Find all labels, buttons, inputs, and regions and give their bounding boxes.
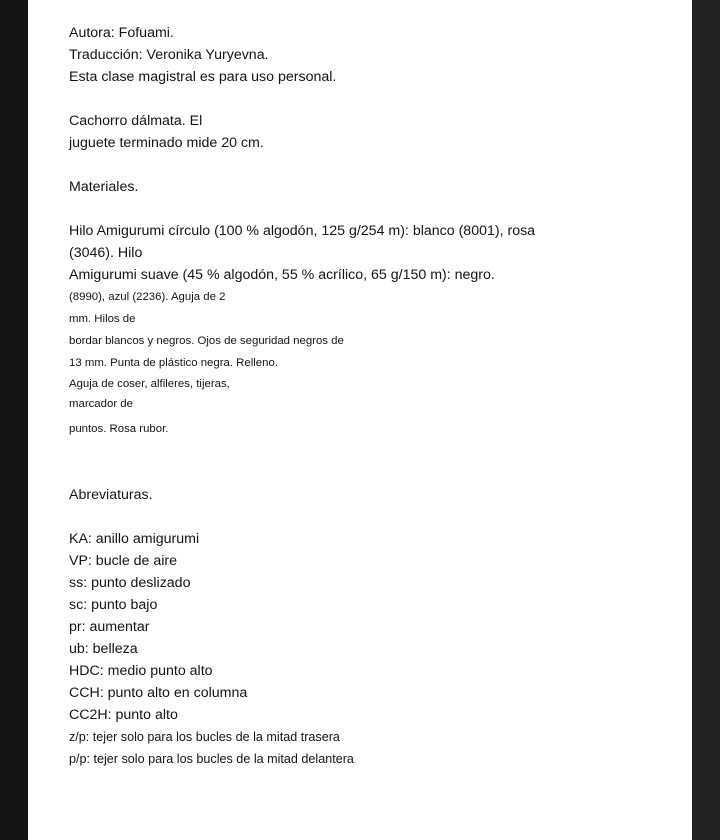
author-line: Autora: Fofuami.	[69, 25, 174, 41]
abbreviations-heading: Abreviaturas.	[69, 487, 153, 503]
abbreviation-item: VP: bucle de aire	[69, 553, 178, 569]
abbreviation-item: ss: punto deslizado	[69, 575, 191, 591]
materials-small-line: bordar blancos y negros. Ojos de seguridad negros de	[69, 335, 344, 347]
abbreviation-item: pr: aumentar	[69, 619, 150, 635]
materials-small-line: Aguja de coser, alfileres, tijeras,	[69, 378, 230, 390]
abbreviation-item: CCH: punto alto en columna	[69, 685, 248, 701]
materials-small-line: 13 mm. Punta de plástico negra. Relleno.	[69, 357, 278, 369]
materials-last-line: puntos. Rosa rubor.	[69, 423, 169, 435]
abbreviation-item: CC2H: punto alto	[69, 707, 178, 723]
materials-small-line: marcador de	[69, 398, 133, 410]
materials-line: Amigurumi suave (45 % algodón, 55 % acrílico, 65 g/150 m): negro.	[69, 267, 495, 283]
viewer-left-margin	[0, 0, 28, 840]
abbreviation-small-item: p/p: tejer solo para los bucles de la mitad delantera	[69, 752, 354, 766]
intro-line-1: Cachorro dálmata. El	[69, 113, 203, 129]
document-page	[28, 0, 692, 840]
translation-line: Traducción: Veronika Yuryevna.	[69, 47, 269, 63]
abbreviation-small-item: z/p: tejer solo para los bucles de la mitad trasera	[69, 730, 340, 744]
materials-line: (3046). Hilo	[69, 245, 143, 261]
materials-heading: Materiales.	[69, 179, 139, 195]
viewer-right-margin	[692, 0, 720, 840]
usage-line: Esta clase magistral es para uso personal.	[69, 69, 337, 85]
intro-line-2: juguete terminado mide 20 cm.	[69, 135, 264, 151]
abbreviation-item: sc: punto bajo	[69, 597, 158, 613]
abbreviation-item: ub: belleza	[69, 641, 138, 657]
materials-small-line: (8990), azul (2236). Aguja de 2	[69, 291, 226, 303]
materials-small-line: mm. Hilos de	[69, 313, 136, 325]
abbreviation-item: KA: anillo amigurumi	[69, 531, 200, 547]
abbreviation-item: HDC: medio punto alto	[69, 663, 213, 679]
document-content	[69, 22, 669, 770]
materials-line: Hilo Amigurumi círculo (100 % algodón, 125 g/254 m): blanco (8001), rosa	[69, 223, 536, 239]
